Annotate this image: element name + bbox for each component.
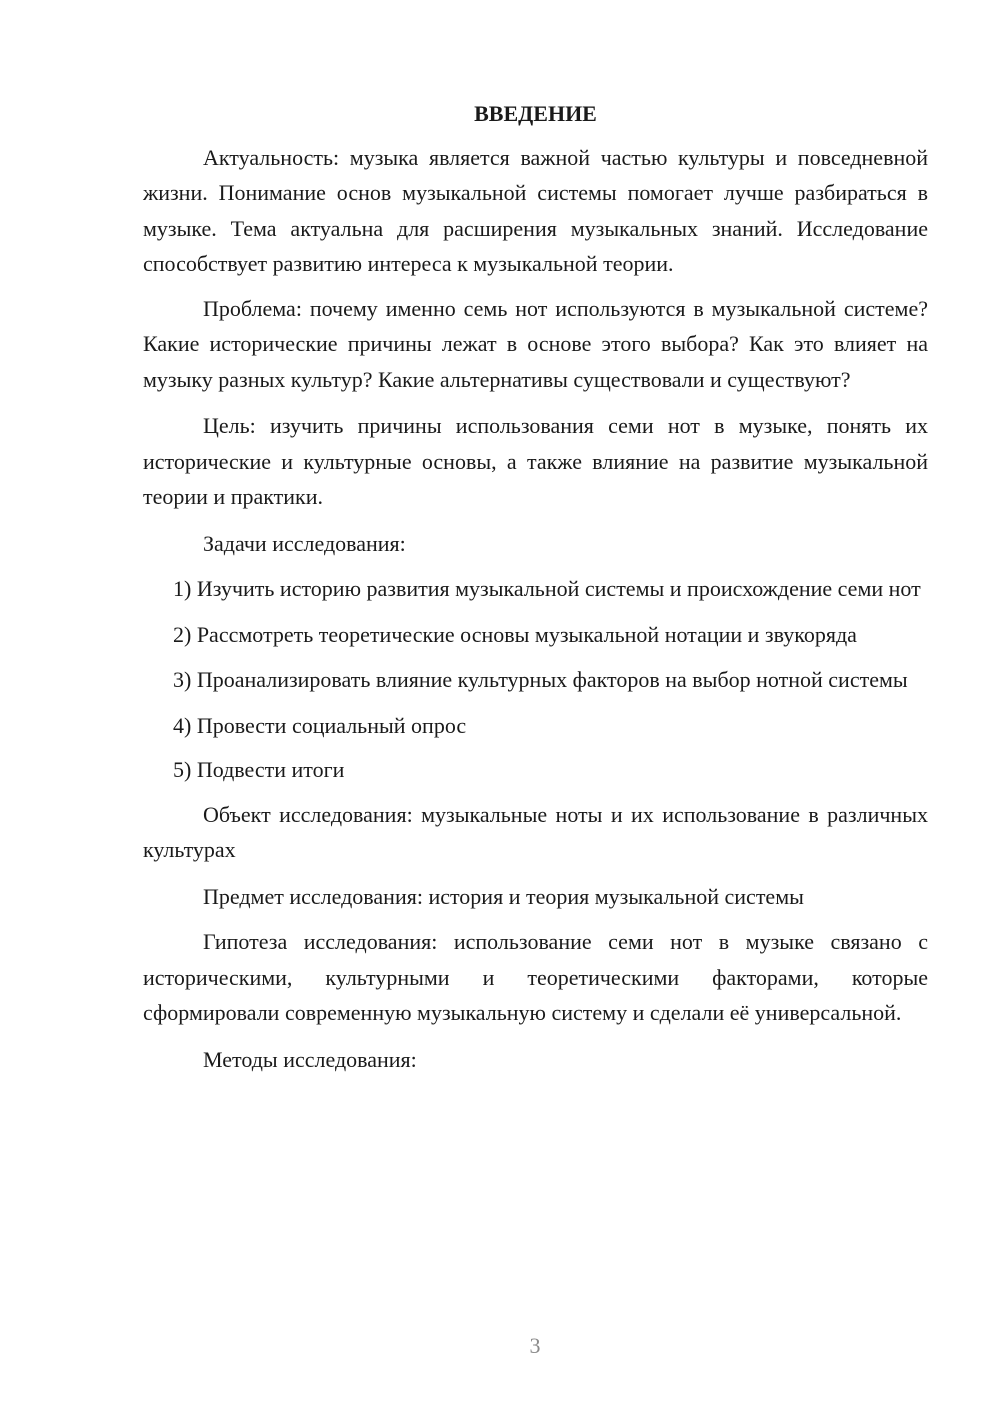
hypothesis-paragraph: Гипотеза исследования: использование семи нот в музыке связано с историческими, культурными и теоретическими факторами, которые сформировали современную музыкальную систему и сделали её универсальной.	[143, 929, 928, 1025]
goal-paragraph: Цель: изучить причины использования семи нот в музыке, понять их исторические и культурные основы, а также влияние на развитие музыкальной теории и практики.	[143, 413, 928, 509]
problem-paragraph: Проблема: почему именно семь нот используются в музыкальной системе? Какие исторические причины лежат в основе этого выбора? Как это влияет на музыку разных культур? Какие альтернативы существовали и существуют?	[143, 295, 928, 392]
methods-heading: Методы исследования:	[203, 1046, 417, 1072]
task-item-2: 2) Рассмотреть теоретические основы музыкальной нотации и звукоряда	[173, 621, 857, 647]
page-title: ВВЕДЕНИЕ	[474, 101, 597, 126]
task-item-3: 3) Проанализировать влияние культурных факторов на выбор нотной системы	[173, 667, 908, 692]
document-page	[143, 96, 928, 1087]
tasks-heading: Задачи исследования:	[203, 530, 406, 556]
task-item-5: 5) Подвести итоги	[173, 757, 345, 782]
object-paragraph: Объект исследования: музыкальные ноты и их использование в различных культурах	[143, 801, 928, 862]
relevance-paragraph: Актуальность: музыка является важной частью культуры и повседневной жизни. Понимание основ музыкальной системы помогает лучше разбираться в музыке. Тема актуальна для расширения музыкальных знаний. Исследование способствует развитию интереса к музыкальной теории.	[143, 144, 928, 276]
page-number: 3	[529, 1333, 541, 1358]
subject-paragraph: Предмет исследования: история и теория музыкальной системы	[203, 883, 804, 909]
task-item-1: 1) Изучить историю развития музыкальной системы и происхождение семи нот	[173, 576, 921, 601]
task-item-4: 4) Провести социальный опрос	[173, 712, 467, 738]
